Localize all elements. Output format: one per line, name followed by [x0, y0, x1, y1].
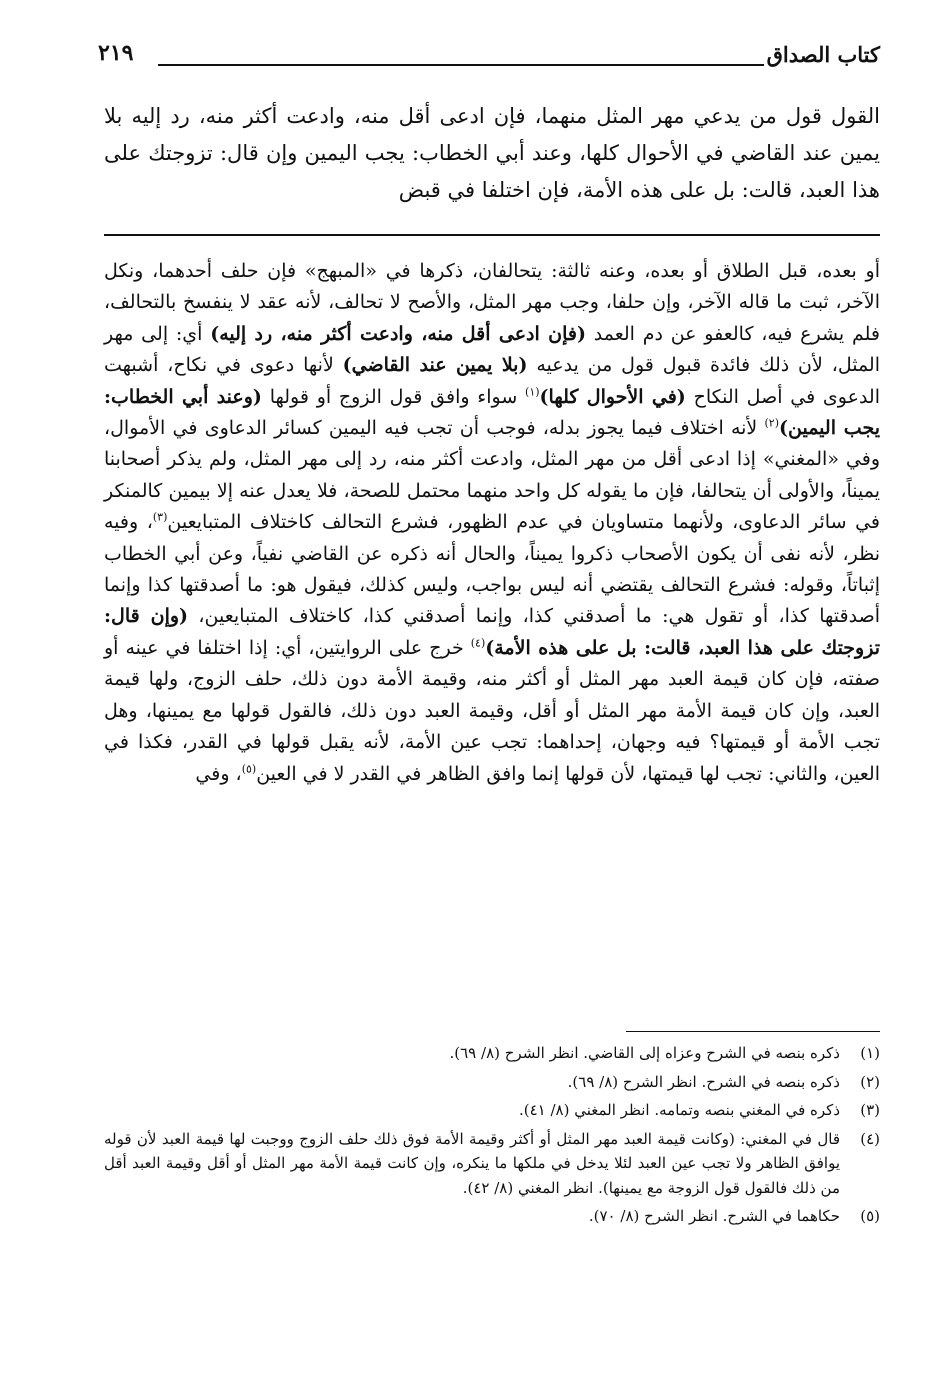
matn-separator-rule [104, 234, 880, 236]
commentary-text: خرج على الروايتين، أي: إذا اختلفا في عينه أو صفته، فإن كان قيمة العبد مهر المثل أو أكثر منه، وقيمة الأمة دون ذلك، حلف الزوج، ولها قيمة العبد، وإن كان قيمة الأمة مهر المثل أو أقل، وقيمة العبد دون ذلك، فالقول قولها مع يمينها، وهل تجب الأمة أو قيمتها؟ فيه وجهان، إحداهما: تجب عين الأمة، لأنه يقبل قولها في القدر، فكذا في العين، والثاني: تجب لها قيمتها، لأن قولها إنما وافق الظاهر في القدر لا في العين [104, 636, 880, 785]
quoted-matn: (وعند أبي الخطاب: يجب اليمين) [104, 385, 880, 440]
footnote [104, 1098, 880, 1123]
commentary-text: أي: إلى مهر المثل، لأن ذلك فائدة قبول قول من يدعيه [104, 322, 881, 377]
quoted-matn: (بلا يمين عند القاضي) [342, 354, 528, 377]
commentary-text-block [104, 256, 880, 790]
commentary-text: أو بعده، قبل الطلاق أو بعده، وعنه ثالثة: يتحالفان، ذكرها في «المبهج» فإن حلف أحدهما، ونكل الآخر، ثبت ما قاله الآخر، وإن حلفا، وجب مهر المثل، والأصح لا تحالف، لأنه عقد لا ينفسخ بالتحالف، فلم يشرع فيه، كالعفو عن دم العمد [104, 260, 881, 345]
footnote-text: ذكره في المغني بنصه وتمامه. انظر المغني (٨/ ٤١). [518, 1101, 840, 1119]
footnote-ref: (٢) [764, 416, 780, 430]
quoted-matn: (في الأحوال كلها) [539, 385, 686, 408]
header-rule [158, 64, 764, 66]
footnote-text: ذكره بنصه في الشرح وعزاه إلى القاضي. انظر الشرح (٨/ ٦٩). [449, 1044, 840, 1062]
footnote-number: (٢) [860, 1072, 880, 1091]
footnote-text: ذكره بنصه في الشرح. انظر الشرح (٨/ ٦٩). [567, 1072, 840, 1091]
footnote-ref: (٥) [241, 762, 257, 776]
footnote-text: حكاهما في الشرح. انظر الشرح (٨/ ٧٠). [588, 1207, 840, 1225]
commentary-text: ، وفي [195, 762, 242, 785]
commentary-text: سواء وافق قول الزوج أو قولها [269, 385, 518, 408]
footnote-ref: (١) [525, 385, 540, 399]
footnotes-block [104, 1041, 880, 1233]
footnote-text: قال في المغني: (وكانت قيمة العبد مهر المثل أو أكثر وقيمة الأمة فوق ذلك حلف الزوج ووجبت لها قيمة العبد لأن قوله يوافق الظاهر ولا تجب عين العبد لئلا يدخل في ملكها ما ينكره، وإن كانت قيمة الأمة مهر المثل أو أقل وقيمة العبد أقل من ذلك فالقول قول الزوجة مع يمينها). انظر المغني (٨/ ٤٢). [104, 1129, 840, 1197]
footnote-number: (٥) [860, 1207, 880, 1225]
footnote-number: (٣) [860, 1101, 880, 1119]
footnote-separator-rule [626, 1031, 880, 1032]
commentary-text: ، وفيه نظر، لأنه نفى أن يكون الأصحاب ذكروا يميناً، والحال أنه ذكره عن القاضي نفياً، وعن أبي الخطاب إثباتاً، وقوله: فشرع التحالف يقتضي أنه ليس بواجب، وليس كذلك، فيقول هو: ما أصدقتها كذا وإنما أصدقتها كذا، أو تقول هي: ما أصدقني كذا، وإنما أصدقني كذا، كاختلاف المتبايعين، [104, 511, 881, 628]
footnote [104, 1070, 880, 1095]
footnote-number: (١) [860, 1044, 880, 1062]
running-header [98, 36, 880, 76]
running-header-title: كتاب الصداق [766, 42, 880, 67]
footnote [104, 1204, 880, 1229]
matn-paragraph: القول قول من يدعي مهر المثل منهما، فإن ادعى أقل منه، وادعت أكثر منه، رد إليه بلا يمين عند القاضي في الأحوال كلها، وعند أبي الخطاب: يجب اليمين وإن قال: تزوجتك على هذا العبد، قالت: بل على هذه الأمة، فإن اختلفا في قبض [104, 104, 880, 202]
page-number: ٢١٩ [98, 40, 134, 66]
footnote [104, 1127, 880, 1201]
quoted-matn: (فإن ادعى أقل منه، وادعت أكثر منه، رد إليه) [210, 322, 586, 345]
matn-text-block [104, 98, 880, 209]
footnote-ref: (٤) [470, 636, 486, 650]
footnote-number: (٤) [860, 1129, 880, 1148]
footnote [104, 1041, 880, 1066]
footnote-ref: (٣) [152, 510, 168, 524]
commentary-text: لأنه اختلاف فيما يجوز بدله، فوجب أن تجب فيه اليمين كسائر الدعاوى في الأموال، وفي «المغني» إذا ادعى أقل من مهر المثل، وادعت أكثر منه، رد إلى مهر المثل، ولم يذكر أصحابنا يميناً، والأولى أن يتحالفا، فإن ما يقوله كل واحد منهما محتمل للصحة، فلا يعدل عنه إلا بيمين كالمنكر في سائر الدعاوى، ولأنهما متساويان في عدم الظهور، فشرع التحالف كاختلاف المتبايعين [104, 417, 880, 534]
commentary-paragraph [104, 256, 880, 790]
quoted-matn: (وإن قال: تزوجتك على هذا العبد، قالت: بل على هذه الأمة) [104, 605, 880, 659]
commentary-text: لأنها دعوى في نكاح، أشبهت الدعوى في أصل النكاح [104, 354, 880, 408]
